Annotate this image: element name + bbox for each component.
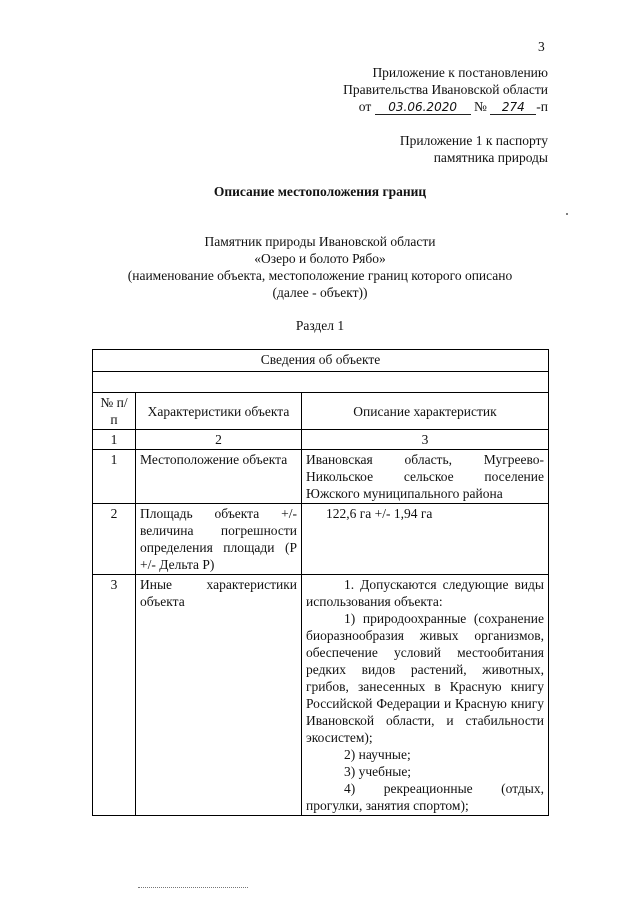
- header-date-line: [343, 98, 548, 115]
- resolution-header: [343, 64, 548, 115]
- header-line1: Приложение к постановлению: [372, 65, 548, 80]
- table-row: [93, 575, 549, 816]
- description-item: 2) научные;: [344, 747, 411, 762]
- object-line1: Памятник природы Ивановской области: [204, 234, 436, 249]
- page-number: 3: [538, 39, 545, 54]
- number-suffix: -п: [536, 99, 548, 114]
- appendix-line1: Приложение 1 к паспорту: [399, 133, 548, 148]
- row-characteristic: Местоположение объекта: [136, 450, 302, 504]
- section-title: Раздел 1: [295, 318, 345, 333]
- description-item: 4) рекреационные (отдых, прогулки, занятия спортом);: [306, 781, 544, 813]
- number-label: №: [474, 99, 487, 114]
- row-num: 2: [93, 504, 136, 575]
- appendix-line2: памятника природы: [433, 150, 548, 165]
- header-num: № п/п: [93, 393, 136, 430]
- index-cell: 1: [93, 430, 136, 450]
- table-caption: Сведения об объекте: [93, 350, 549, 372]
- row-num: 1: [93, 450, 136, 504]
- appendix-header: [400, 132, 548, 166]
- table-header-row: [93, 393, 549, 430]
- index-cell: 3: [302, 430, 549, 450]
- description-item: 1) природоохранные (сохранение биоразнообразия живых организмов, обеспечение условий местообитания редких видов растений, животных, грибов, занесенных в Красную книгу Российской Федерации и Красную книгу Ивановской области, и стабильности экосистем);: [306, 611, 544, 745]
- row-description: Ивановская область, Мугреево-Никольское сельское поселение Южского муниципального района: [302, 450, 549, 504]
- resolution-number: 274: [490, 101, 536, 115]
- row-characteristic: Площадь объекта +/- величина погрешности определения площади (Р +/- Дельта Р): [136, 504, 302, 575]
- row-num: 3: [93, 575, 136, 816]
- description-item: 3) учебные;: [344, 764, 412, 779]
- row-characteristic: Иные характеристики объекта: [136, 575, 302, 816]
- table-empty-row: [93, 372, 549, 393]
- table-row: [93, 450, 549, 504]
- table-index-row: [93, 430, 549, 450]
- empty-cell: [93, 372, 549, 393]
- from-label: от: [358, 99, 372, 114]
- header-line2: Правительства Ивановской области: [343, 82, 548, 97]
- description-item: 1. Допускаются следующие виды использования объекта:: [306, 577, 544, 609]
- object-line3: (наименование объекта, местоположение границ которого описано: [127, 268, 513, 283]
- object-line2: «Озеро и болото Рябо»: [254, 251, 386, 266]
- object-line4: (далее - объект)): [272, 285, 368, 300]
- resolution-date: 03.06.2020: [375, 101, 471, 115]
- scan-artifact-line: [138, 887, 248, 888]
- row-description-list: [302, 575, 549, 816]
- object-name-block: [80, 233, 560, 301]
- index-cell: 2: [136, 430, 302, 450]
- row-description: 122,6 га +/- 1,94 га: [302, 504, 549, 575]
- table-caption-row: [93, 350, 549, 372]
- header-description: Описание характеристик: [302, 393, 549, 430]
- scan-speck: [566, 213, 568, 215]
- header-characteristics: Характеристики объекта: [136, 393, 302, 430]
- object-info-table: [92, 349, 549, 816]
- document-title: Описание местоположения границ: [213, 184, 427, 199]
- table-row: [93, 504, 549, 575]
